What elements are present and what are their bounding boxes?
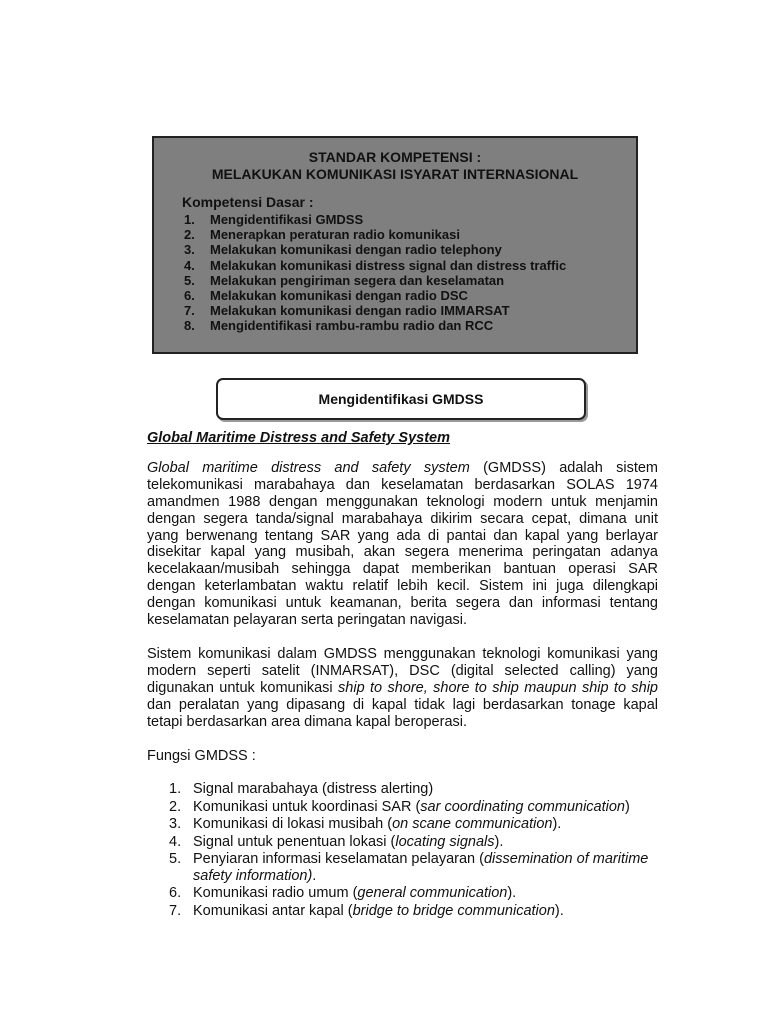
italic-term: ship to shore, shore to ship maupun ship to ship — [338, 679, 658, 696]
list-item: 4. Melakukan komunikasi distress signal dan distress traffic — [184, 257, 567, 273]
list-item: 3. Melakukan komunikasi dengan radio telephony — [184, 242, 502, 258]
list-item: 2. Menerapkan peraturan radio komunikasi — [184, 227, 460, 243]
fungsi-gmdss-label: Fungsi GMDSS : — [147, 747, 256, 764]
paragraph-gmdss-definition: Global maritime distress and safety system (GMDSS) adalah sistem telekomunikasi marabahaya dan keselamatan berdasarkan SOLAS 1974 amandmen 1988 dengan menggunakan teknologi modern untuk menjamin dengan segera tanda/signal marabahaya dikirim secara cepat, dimana unit yang berwenang tentang SAR yang ada di pantai dan kapal yang berlayar disekitar kapal yang musibah, akan segera menerima peringatan adanya kecelakaan/musibah sehingga dapat memberikan bantuan operasi SAR dengan keterlambatan waktu relatif lebih kecil. Sistem ini juga dilengkapi dengan komunikasi untuk keamanan, berita segera dan informasi tentang keselamatan pelayaran serta peringatan navigasi. — [147, 459, 658, 629]
section-title: Mengidentifikasi GMDSS — [318, 391, 484, 407]
section-title-box — [216, 378, 586, 420]
list-item: 3. Komunikasi di lokasi musibah (on scane communication). — [169, 816, 562, 833]
fungsi-gmdss-list — [147, 781, 658, 919]
title-line-2: MELAKUKAN KOMUNIKASI ISYARAT INTERNASIONAL — [211, 166, 579, 182]
list-item: 7. Melakukan komunikasi dengan radio IMMARSAT — [184, 303, 510, 319]
list-item: 6. Melakukan komunikasi dengan radio DSC — [184, 288, 468, 304]
kompetensi-dasar-list — [184, 212, 636, 334]
main-content — [147, 430, 658, 920]
list-item: 5. Penyiaran informasi keselamatan pelayaran (dissemination of maritime safety information). — [169, 851, 649, 884]
list-item: 2. Komunikasi untuk koordinasi SAR (sar coordinating communication) — [169, 798, 630, 815]
list-item: 1. Mengidentifikasi GMDSS — [184, 212, 364, 227]
list-item: 4. Signal untuk penentuan lokasi (locating signals). — [169, 833, 504, 850]
kompetensi-dasar-label: Kompetensi Dasar : — [182, 194, 314, 210]
title-line-1: STANDAR KOMPETENSI : — [308, 149, 482, 165]
list-item: 6. Komunikasi radio umum (general communication). — [169, 885, 517, 902]
standar-kompetensi-box — [152, 136, 638, 354]
list-item: 8. Mengidentifikasi rambu-rambu radio dan RCC — [184, 318, 494, 334]
paragraph-gmdss-system: Sistem komunikasi dalam GMDSS menggunakan teknologi komunikasi yang modern seperti satelit (INMARSAT), DSC (digital selected calling) yang digunakan untuk komunikasi ship to shore, shore to ship maupun ship to ship dan peralatan yang dipasang di kapal tidak lagi berdasarkan tonage kapal tetapi berdasarkan area dimana kapal beroperasi. — [147, 645, 658, 730]
list-item: 1. Signal marabahaya (distress alerting) — [169, 781, 434, 798]
content-heading: Global Maritime Distress and Safety System — [147, 430, 450, 446]
list-item: 5. Melakukan pengiriman segera dan keselamatan — [184, 272, 505, 288]
list-item: 7. Komunikasi antar kapal (bridge to bridge communication). — [169, 902, 564, 919]
standar-kompetensi-title — [154, 149, 636, 183]
italic-term: Global maritime distress and safety system — [147, 459, 470, 476]
